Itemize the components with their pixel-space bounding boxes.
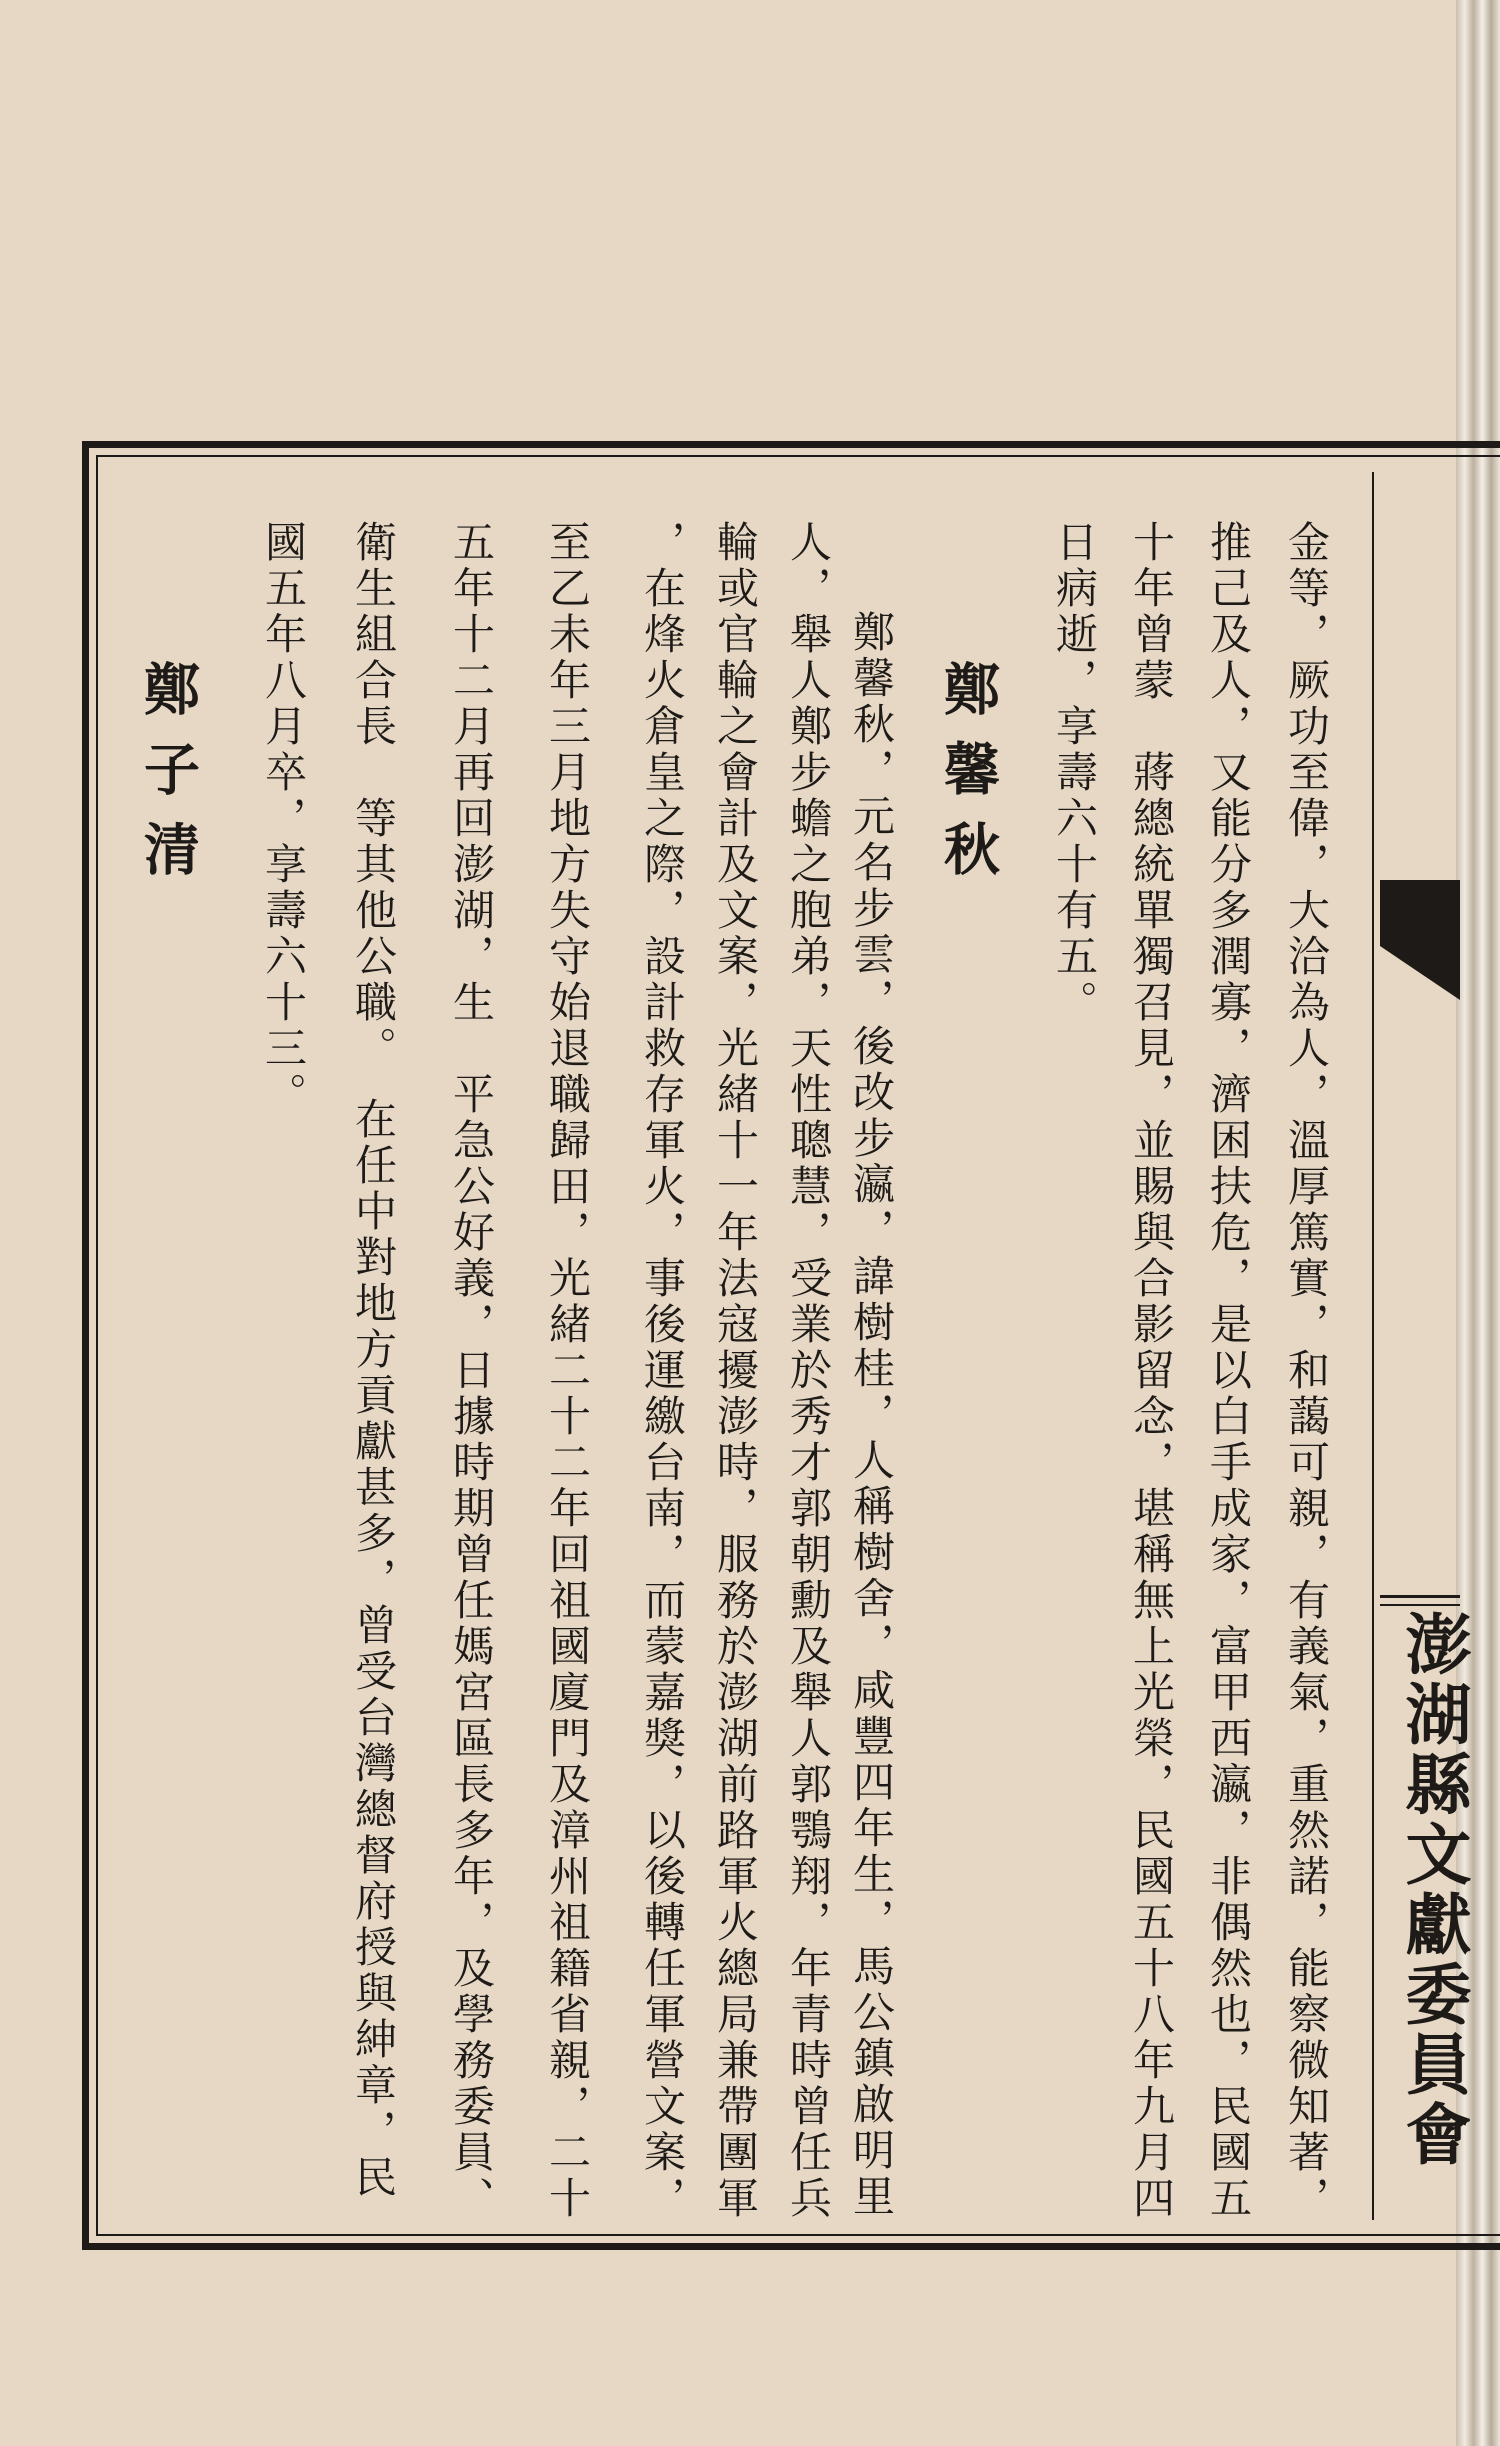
text-column: 日病逝，享壽六十有五。 bbox=[1050, 520, 1099, 1026]
title-rule bbox=[1380, 1595, 1460, 1598]
side-title: 澎湖縣文獻委員會 bbox=[1394, 1610, 1472, 2170]
text-column: 衛生組合長 等其他公職。 在任中對地方貢獻甚多，曾受台灣總督府授與紳章，民 bbox=[349, 520, 398, 2201]
text-column: 鄭馨秋，元名步雲，後改步瀛，諱樹桂，人稱樹舍，咸豐四年生，馬公鎮啟明里 bbox=[847, 610, 896, 2220]
text-column: 五年十二月再回澎湖，生 平急公好義，日據時期曾任媽宮區長多年，及學務委員、 bbox=[447, 520, 496, 2222]
margin-rule bbox=[1372, 472, 1374, 2220]
text-column: 金等，厥功至偉，大洽為人，溫厚篤實，和藹可親，有義氣，重然諾，能察微知著， bbox=[1282, 520, 1331, 2222]
text-column: 十年曾蒙 蔣總統單獨召見，並賜與合影留念，堪稱無上光榮，民國五十八年九月四 bbox=[1127, 520, 1176, 2222]
text-column: 至乙未年三月地方失守始退職歸田，光緒二十二年回祖國廈門及漳州祖籍省親，二十 bbox=[543, 520, 592, 2222]
section-heading: 鄭子清 bbox=[135, 660, 201, 900]
text-column: 輪或官輪之會計及文案，光緒十一年法寇擾澎時，服務於澎湖前路軍火總局兼帶團軍 bbox=[711, 520, 760, 2222]
text-column: ，在烽火倉皇之際，設計救存軍火，事後運繳台南，而蒙嘉獎，以後轉任軍營文案， bbox=[638, 520, 687, 2222]
text-column: 國五年八月卒，享壽六十三。 bbox=[259, 520, 308, 1118]
section-heading: 鄭馨秋 bbox=[935, 660, 1001, 900]
text-column: 人，舉人鄭步蟾之胞弟，天性聰慧，受業於秀才郭朝勳及舉人郭鶚翔，年青時曾任兵 bbox=[784, 520, 833, 2222]
title-rule bbox=[1380, 1604, 1460, 1606]
text-column: 推己及人，又能分多潤寡，濟困扶危，是以白手成家，富甲西瀛，非偶然也，民國五 bbox=[1204, 520, 1253, 2222]
